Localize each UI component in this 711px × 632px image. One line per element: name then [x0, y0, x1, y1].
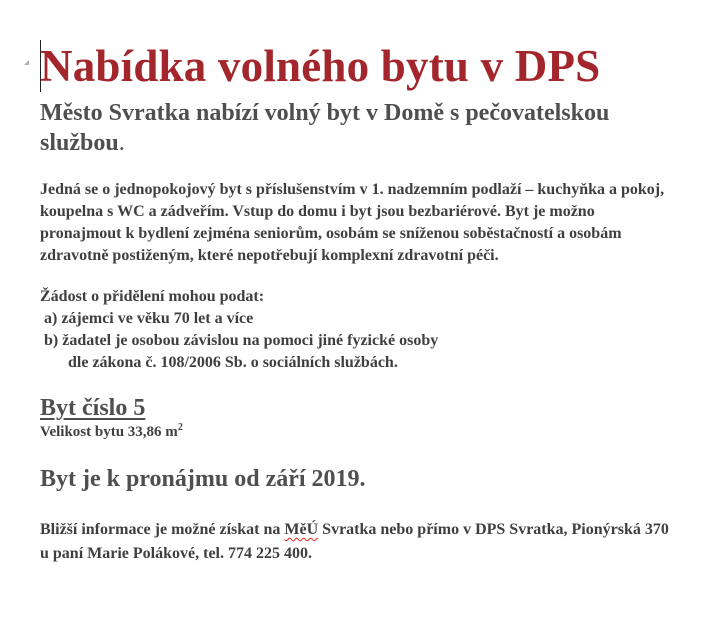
flat-heading: Byt číslo 5	[40, 395, 146, 421]
collapse-triangle-icon[interactable]	[24, 60, 29, 65]
request-item-b-continuation: dle zákona č. 108/2006 Sb. o sociálních službách.	[68, 354, 398, 371]
document-title: Nabídka volného bytu v DPS	[40, 41, 601, 91]
spellcheck-flagged-word[interactable]: MěÚ	[284, 521, 319, 538]
flat-size-label: Velikost bytu 33,86 m	[40, 424, 178, 440]
request-section	[40, 286, 680, 374]
contact-info-paragraph	[40, 518, 680, 566]
availability-heading: Byt je k pronájmu od září 2019.	[40, 466, 366, 492]
contact-info-before: Bližší informace je možné získat na	[40, 521, 285, 538]
request-item-a: a) zájemci ve věku 70 let a více	[44, 310, 254, 327]
request-intro: Žádost o přidělení mohou podat:	[40, 288, 265, 305]
description-paragraph: Jedná se o jednopokojový byt s příslušenstvím v 1. nadzemním podlaží – kuchyňka a pokoj, koupelna s WC a zádveřím. Vstup do domu i byt jsou bezbariérové. Byt je možno pronajmout k bydlení zejména seniorům, osobám se sníženou soběstačností a osobám zdravotně postiženým, které nepotřebují komplexní zdravotní péči.	[40, 181, 665, 264]
document-page[interactable]	[40, 38, 680, 566]
flat-size-superscript: 2	[177, 422, 183, 433]
request-item-b: b) žadatel je osobou závislou na pomoci jiné fyzické osoby	[44, 332, 439, 349]
subtitle-punctuation: .	[118, 130, 125, 156]
flat-size	[40, 422, 680, 442]
contact-info-after: Svratka nebo přímo v DPS Svratka, Pionýrská 370 u paní Marie Polákové, tel. 774 225 400.	[40, 521, 669, 562]
document-subtitle	[40, 98, 680, 158]
subtitle-text: Město Svratka nabízí volný byt v Domě s pečovatelskou službou	[40, 100, 610, 156]
